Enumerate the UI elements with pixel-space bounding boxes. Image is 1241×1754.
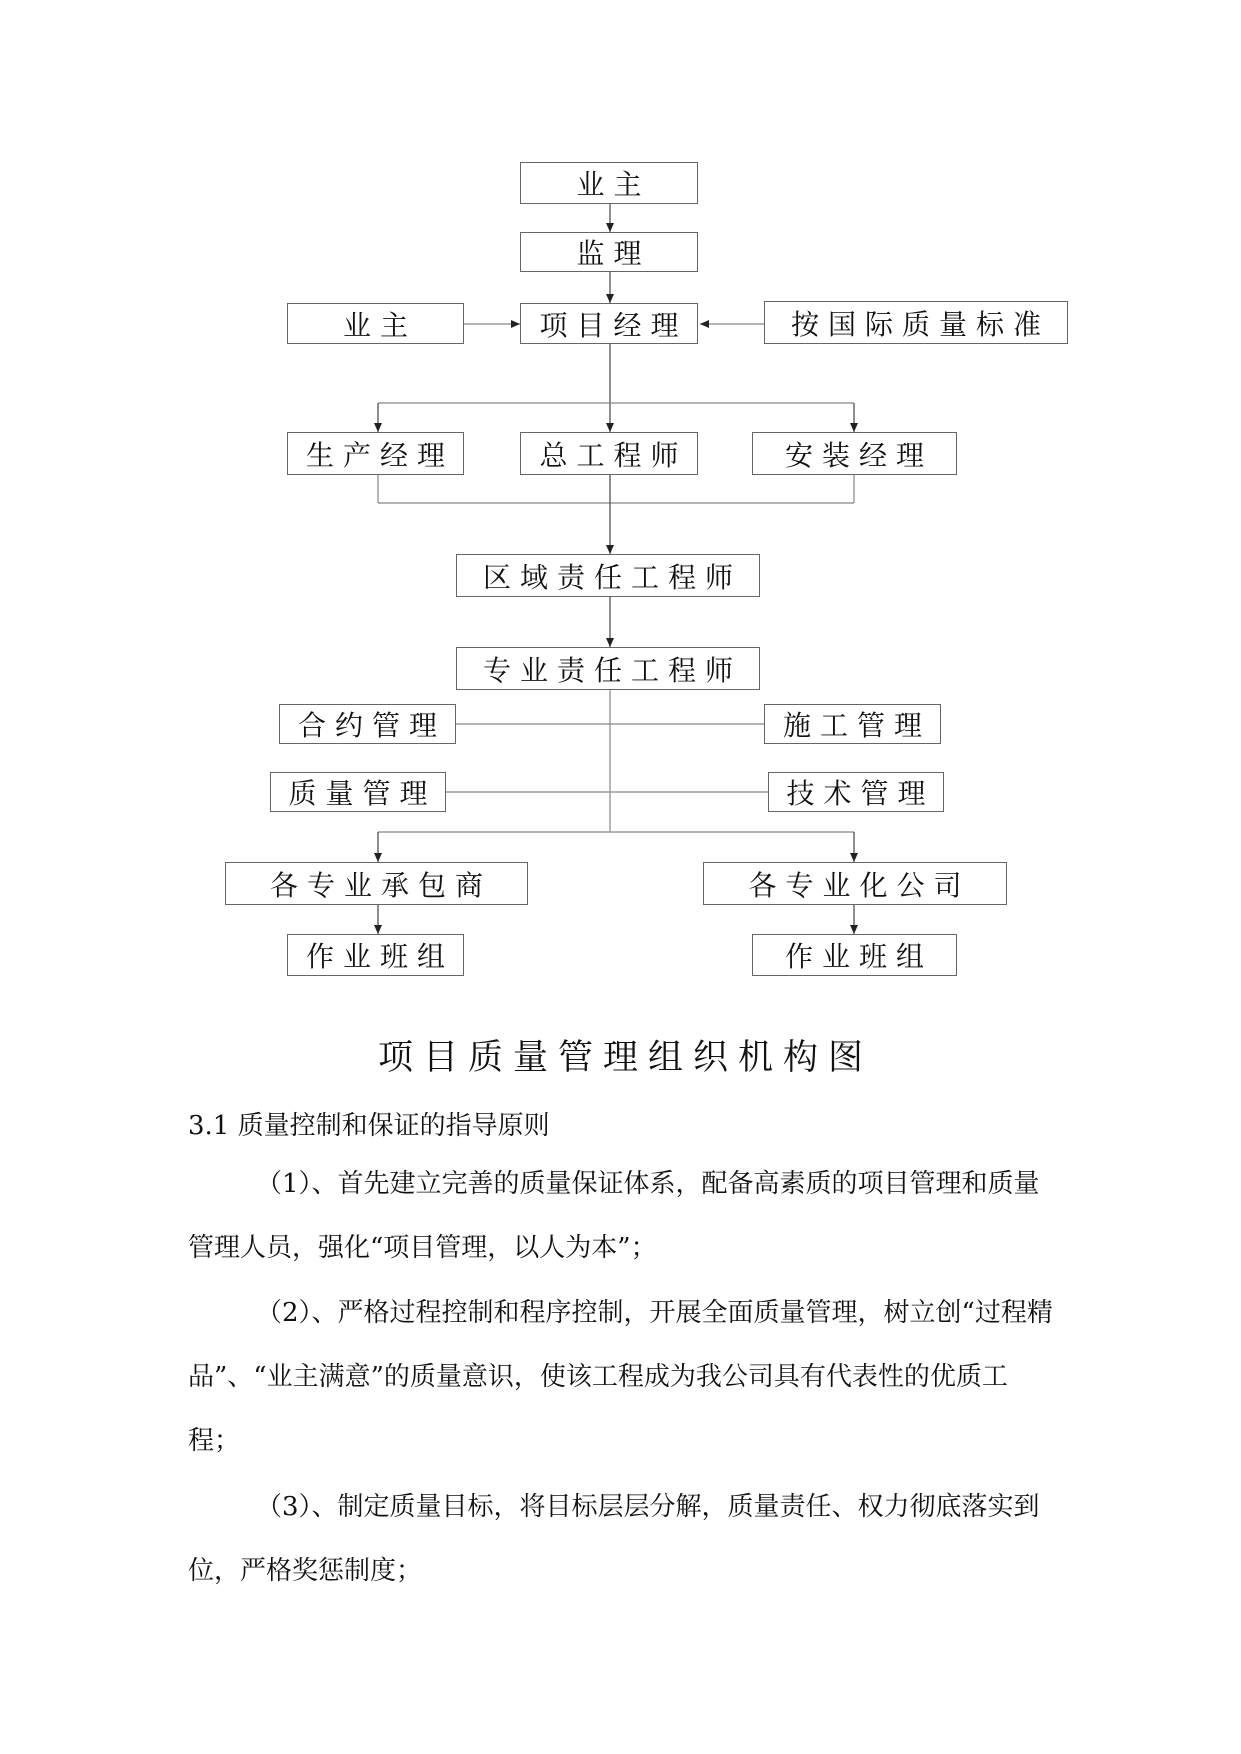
intl-standard-box: 按国际质量标准 xyxy=(764,301,1068,344)
specialized-companies-box: 各专业化公司 xyxy=(703,862,1007,905)
owner-box-left: 业主 xyxy=(287,303,464,344)
owner-box-top: 业主 xyxy=(520,162,698,204)
chart-caption: 项目质量管理组织机构图 xyxy=(377,1038,873,1078)
supervisor-box: 监理 xyxy=(520,232,698,272)
specialty-engineer-box: 专业责任工程师 xyxy=(456,647,760,690)
contract-mgmt-box: 合约管理 xyxy=(279,704,456,744)
work-team-box-left: 作业班组 xyxy=(287,934,464,976)
paragraph-3: （3）、制定质量目标，将目标层层分解，质量责任、权力彻底落实到位，严格奖惩制度； xyxy=(188,1492,1040,1586)
subcontractors-box: 各专业承包商 xyxy=(225,862,528,905)
technical-mgmt-box: 技术管理 xyxy=(768,772,944,812)
production-manager-box: 生产经理 xyxy=(287,432,464,475)
quality-mgmt-box: 质量管理 xyxy=(270,772,446,812)
project-manager-box: 项目经理 xyxy=(520,303,698,344)
work-team-box-right: 作业班组 xyxy=(752,934,957,976)
area-engineer-box: 区域责任工程师 xyxy=(456,554,760,597)
construction-mgmt-box: 施工管理 xyxy=(764,704,941,744)
section-heading: 3.1 质量控制和保证的指导原则 xyxy=(188,1111,550,1141)
paragraph-2: （2）、严格过程控制和程序控制，开展全面质量管理，树立创“过程精品”、“业主满意”的质量意识，使该工程成为我公司具有代表性的优质工程； xyxy=(188,1298,1053,1456)
installation-manager-box: 安装经理 xyxy=(752,432,957,475)
paragraph-1: （1）、首先建立完善的质量保证体系，配备高素质的项目管理和质量管理人员，强化“项目管理，以人为本”； xyxy=(188,1169,1040,1263)
chief-engineer-box: 总工程师 xyxy=(520,432,698,475)
